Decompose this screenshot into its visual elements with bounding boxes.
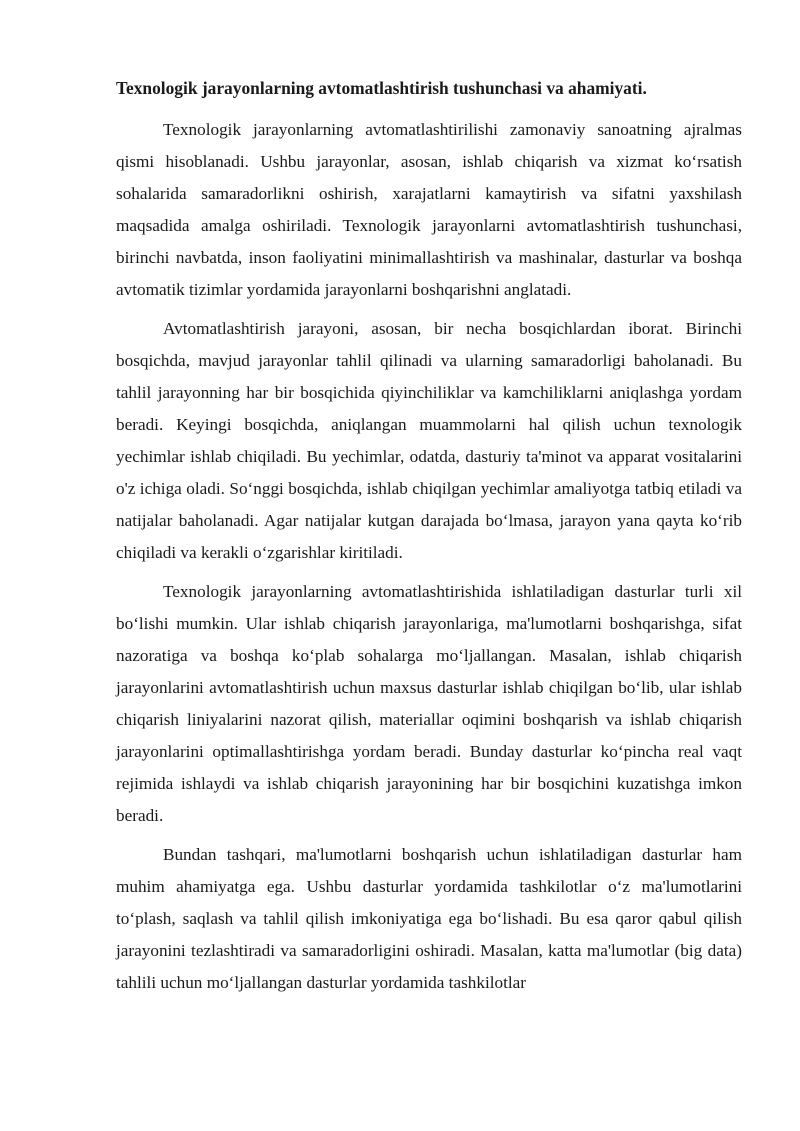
- document-body: [116, 74, 742, 999]
- document-title: Texnologik jarayonlarning avtomatlashtirish tushunchasi va ahamiyati.: [116, 78, 647, 98]
- paragraph-2: Avtomatlashtirish jarayoni, asosan, bir necha bosqichlardan iborat. Birinchi bosqichda, mavjud jarayonlar tahlil qilinadi va ularning samaradorligi baholanadi. Bu tahlil jarayonning har bir bosqichida qiyinchiliklar va kamchiliklarni aniqlashga yordam beradi. Keyingi bosqichda, aniqlangan muammolarni hal qilish uchun texnologik yechimlar ishlab chiqiladi. Bu yechimlar, odatda, dasturiy ta'minot va apparat vositalarini o'z ichiga oladi. So‘nggi bosqichda, ishlab chiqilgan yechimlar amaliyotga tatbiq etiladi va natijalar baholanadi. Agar natijalar kutgan darajada bo‘lmasa, jarayon yana qayta ko‘rib chiqiladi va kerakli o‘zgarishlar kiritiladi.: [116, 319, 742, 562]
- paragraph-3: Texnologik jarayonlarning avtomatlashtirishida ishlatiladigan dasturlar turli xil bo‘lishi mumkin. Ular ishlab chiqarish jarayonlariga, ma'lumotlarni boshqarishga, sifat nazoratiga va boshqa ko‘plab sohalarga mo‘ljallangan. Masalan, ishlab chiqarish jarayonlarini avtomatlashtirish uchun maxsus dasturlar ishlab chiqilgan bo‘lib, ular ishlab chiqarish liniyalarini nazorat qilish, materiallar oqimini boshqarish va ishlab chiqarish jarayonlarini optimallashtirishga yordam beradi. Bunday dasturlar ko‘pincha real vaqt rejimida ishlaydi va ishlab chiqarish jarayonining har bir bosqichini kuzatishga imkon beradi.: [116, 582, 742, 825]
- paragraph-4: Bundan tashqari, ma'lumotlarni boshqarish uchun ishlatiladigan dasturlar ham muhim ahamiyatga ega. Ushbu dasturlar yordamida tashkilotlar o‘z ma'lumotlarini to‘plash, saqlash va tahlil qilish imkoniyatiga ega bo‘lishadi. Bu esa qaror qabul qilish jarayonini tezlashtiradi va samaradorligini oshiradi. Masalan, katta ma'lumotlar (big data) tahlili uchun mo‘ljallangan dasturlar yordamida tashkilotlar: [116, 845, 742, 992]
- paragraph-1: Texnologik jarayonlarning avtomatlashtirilishi zamonaviy sanoatning ajralmas qismi hisoblanadi. Ushbu jarayonlar, asosan, ishlab chiqarish va xizmat ko‘rsatish sohalarida samaradorlikni oshirish, xarajatlarni kamaytirish va sifatni yaxshilash maqsadida amalga oshiriladi. Texnologik jarayonlarni avtomatlashtirish tushunchasi, birinchi navbatda, inson faoliyatini minimallashtirish va mashinalar, dasturlar va boshqa avtomatik tizimlar yordamida jarayonlarni boshqarishni anglatadi.: [116, 120, 742, 299]
